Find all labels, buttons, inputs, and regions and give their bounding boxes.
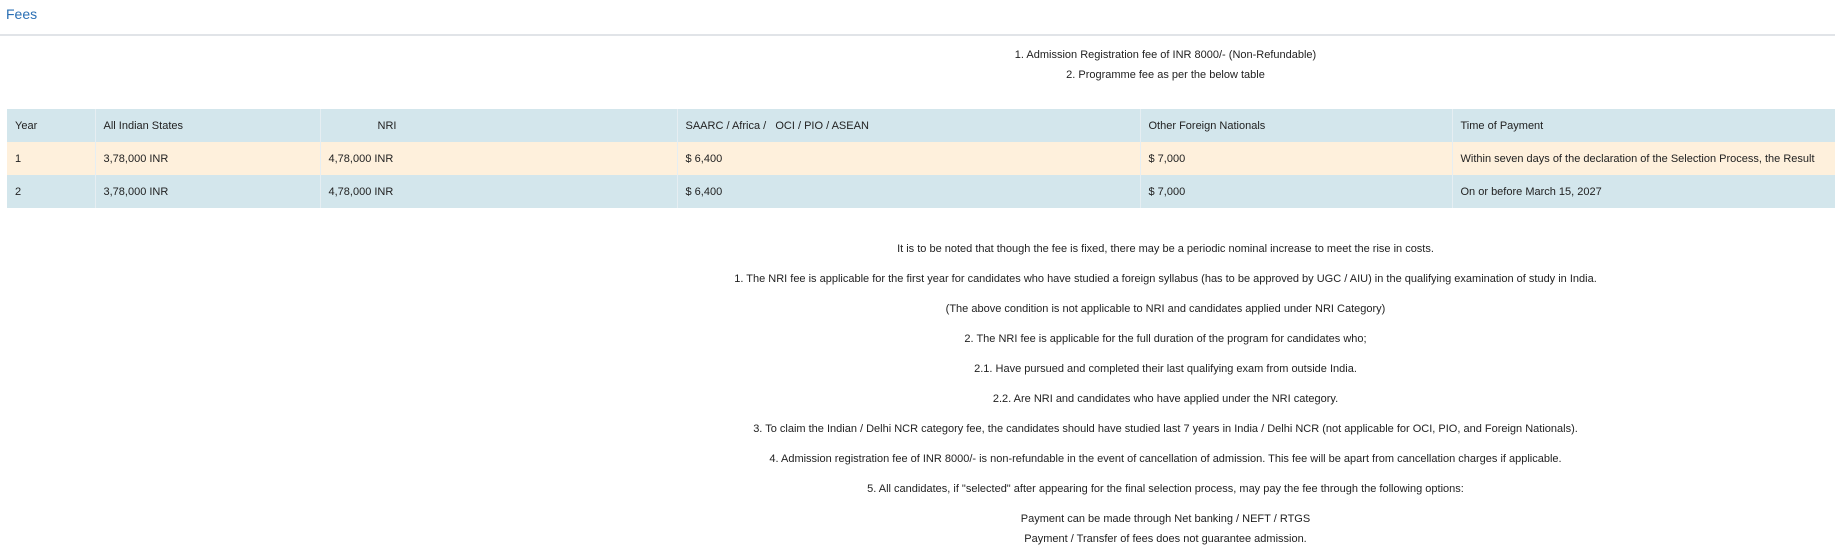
cell-time-of-payment: Within seven days of the declaration of the Selection Process, the Result — [1452, 142, 1835, 175]
note-2-1-outside-india: 2.1. Have pursued and completed their last qualifying exam from outside India. — [974, 363, 1357, 375]
note-payment-methods: Payment can be made through Net banking / NEFT / RTGS — [1020, 513, 1311, 525]
column-header-saarc-africa-oci-pio-asean: SAARC / Africa / OCI / PIO / ASEAN — [677, 109, 1140, 142]
column-header-year: Year — [7, 109, 95, 142]
fee-table-container — [7, 109, 1835, 208]
note-nri-condition-exception: (The above condition is not applicable to NRI and candidates applied under NRI Category) — [945, 303, 1386, 315]
note-no-admission-guarantee: Payment / Transfer of fees does not guarantee admission. — [1024, 533, 1307, 545]
page-header — [0, 0, 1835, 36]
column-header-nri: NRI — [320, 109, 677, 142]
fee-notes — [0, 240, 1835, 550]
column-header-time-of-payment: Time of Payment — [1452, 109, 1835, 142]
cell-year: 2 — [7, 175, 95, 208]
cell-saarc: $ 6,400 — [677, 142, 1140, 175]
cell-all-indian-states: 3,78,000 INR — [95, 142, 320, 175]
cell-time-of-payment: On or before March 15, 2027 — [1452, 175, 1835, 208]
note-5-payment-options: 5. All candidates, if "selected" after appearing for the final selection process, may pay the fee through the following options: — [867, 483, 1464, 495]
note-4-registration-non-refundable: 4. Admission registration fee of INR 8000/- is non-refundable in the event of cancellation of admission. This fee will be apart from cancellation charges if applicable. — [769, 453, 1562, 465]
fee-intro — [0, 36, 1835, 96]
intro-line-programme-fee: 2. Programme fee as per the below table — [1066, 69, 1265, 81]
intro-line-registration-fee: 1. Admission Registration fee of INR 8000/- (Non-Refundable) — [1014, 49, 1317, 61]
note-1-nri-first-year: 1. The NRI fee is applicable for the first year for candidates who have studied a foreign syllabus (has to be approved by UGC / AIU) in the qualifying examination of study in India. — [734, 273, 1597, 285]
note-3-indian-delhi-ncr: 3. To claim the Indian / Delhi NCR category fee, the candidates should have studied last 7 years in India / Delhi NCR (not applicable for OCI, PIO, and Foreign Nationals). — [753, 423, 1578, 435]
column-header-other-foreign-nationals: Other Foreign Nationals — [1140, 109, 1452, 142]
table-row — [7, 175, 1835, 208]
column-header-all-indian-states: All Indian States — [95, 109, 320, 142]
note-periodic-increase: It is to be noted that though the fee is fixed, there may be a periodic nominal increase to meet the rise in costs. — [897, 243, 1434, 255]
fee-table — [7, 109, 1835, 208]
cell-other-foreign: $ 7,000 — [1140, 175, 1452, 208]
cell-nri: 4,78,000 INR — [320, 175, 677, 208]
cell-saarc: $ 6,400 — [677, 175, 1140, 208]
cell-nri: 4,78,000 INR — [320, 142, 677, 175]
page-title: Fees — [6, 6, 38, 22]
table-row — [7, 142, 1835, 175]
cell-all-indian-states: 3,78,000 INR — [95, 175, 320, 208]
table-header-row — [7, 109, 1835, 142]
cell-year: 1 — [7, 142, 95, 175]
note-2-2-nri-category: 2.2. Are NRI and candidates who have applied under the NRI category. — [992, 393, 1339, 405]
note-2-nri-full-duration: 2. The NRI fee is applicable for the full duration of the program for candidates who; — [964, 333, 1367, 345]
cell-other-foreign: $ 7,000 — [1140, 142, 1452, 175]
